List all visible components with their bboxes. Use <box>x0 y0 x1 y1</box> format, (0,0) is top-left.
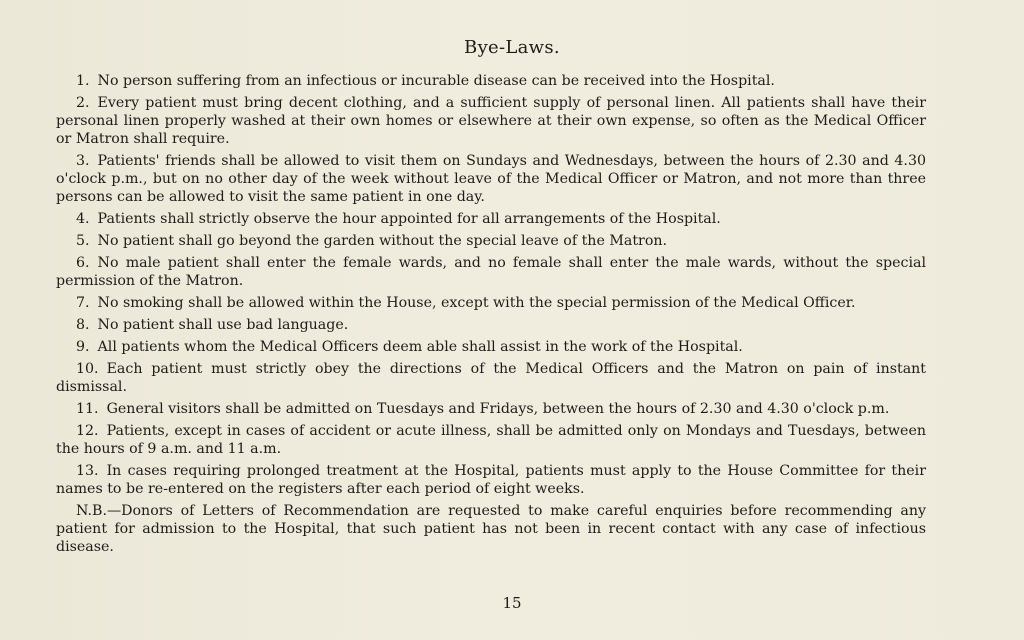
bye-law-7 <box>56 294 926 312</box>
bye-law-number: 8. <box>76 317 90 333</box>
bye-law-number: 10. <box>76 361 99 377</box>
bye-law-text: No patient shall use bad language. <box>97 317 349 333</box>
bye-law-number: 11. <box>76 401 99 417</box>
bye-law-10 <box>56 360 926 396</box>
bye-law-4 <box>56 210 926 228</box>
bye-law-text: Patients shall strictly observe the hour appointed for all arrangements of the Hospital. <box>97 211 721 227</box>
bye-law-text: No patient shall go beyond the garden without the special leave of the Matron. <box>97 233 668 249</box>
bye-law-text: General visitors shall be admitted on Tuesdays and Fridays, between the hours of 2.30 and 4.30 o'clock p.m. <box>106 401 890 417</box>
bye-law-number: 9. <box>76 339 90 355</box>
bye-law-text: No person suffering from an infectious or incurable disease can be received into the Hospital. <box>97 73 775 89</box>
bye-law-text: In cases requiring prolonged treatment at the Hospital, patients must apply to the House Committee for their names to be re-entered on the registers after each period of eight weeks. <box>56 463 926 497</box>
bye-law-text: Patients, except in cases of accident or acute illness, shall be admitted only on Mondays and Tuesdays, between the hours of 9 a.m. and 11 a.m. <box>56 423 926 457</box>
bye-law-number: 3. <box>76 153 90 169</box>
bye-law-text: Patients' friends shall be allowed to visit them on Sundays and Wednesdays, between the hours of 2.30 and 4.30 o'clock p.m., but on no other day of the week without leave of the Medical Officer or Matron, and not more than three persons can be allowed to visit the same patient in one day. <box>56 153 926 205</box>
bye-law-1 <box>56 72 926 90</box>
bye-law-6 <box>56 254 926 290</box>
bye-law-5 <box>56 232 926 250</box>
bye-law-number: 6. <box>76 255 90 271</box>
bye-law-2 <box>56 94 926 148</box>
bye-law-13 <box>56 462 926 498</box>
nota-bene-label: N.B.— <box>76 503 122 519</box>
bye-law-number: 2. <box>76 95 90 111</box>
page-number: 15 <box>502 594 522 612</box>
bye-law-number: 7. <box>76 295 90 311</box>
bye-law-number: 1. <box>76 73 90 89</box>
bye-law-number: 5. <box>76 233 90 249</box>
bye-law-number: 12. <box>76 423 99 439</box>
bye-law-text: No smoking shall be allowed within the House, except with the special permission of the Medical Officer. <box>97 295 856 311</box>
bye-law-9 <box>56 338 926 356</box>
bye-law-8 <box>56 316 926 334</box>
bye-laws-list <box>56 72 926 560</box>
bye-law-text: All patients whom the Medical Officers deem able shall assist in the work of the Hospital. <box>97 339 743 355</box>
nota-bene-text: Donors of Letters of Recommendation are requested to make careful enquiries before recommending any patient for admission to the Hospital, that such patient has not been in recent contact with any case of infectious disease. <box>56 503 926 555</box>
bye-law-number: 4. <box>76 211 90 227</box>
page-title: Bye-Laws. <box>464 37 560 58</box>
bye-law-3 <box>56 152 926 206</box>
bye-law-12 <box>56 422 926 458</box>
bye-law-text: Each patient must strictly obey the directions of the Medical Officers and the Matron on pain of instant dismissal. <box>56 361 926 395</box>
bye-law-11 <box>56 400 926 418</box>
nota-bene <box>56 502 926 556</box>
bye-law-text: No male patient shall enter the female wards, and no female shall enter the male wards, without the special permission of the Matron. <box>56 255 926 289</box>
bye-law-text: Every patient must bring decent clothing, and a sufficient supply of personal linen. All patients shall have their personal linen properly washed at their own homes or elsewhere at their own expense, so often as the Medical Officer or Matron shall require. <box>56 95 926 147</box>
bye-law-number: 13. <box>76 463 99 479</box>
